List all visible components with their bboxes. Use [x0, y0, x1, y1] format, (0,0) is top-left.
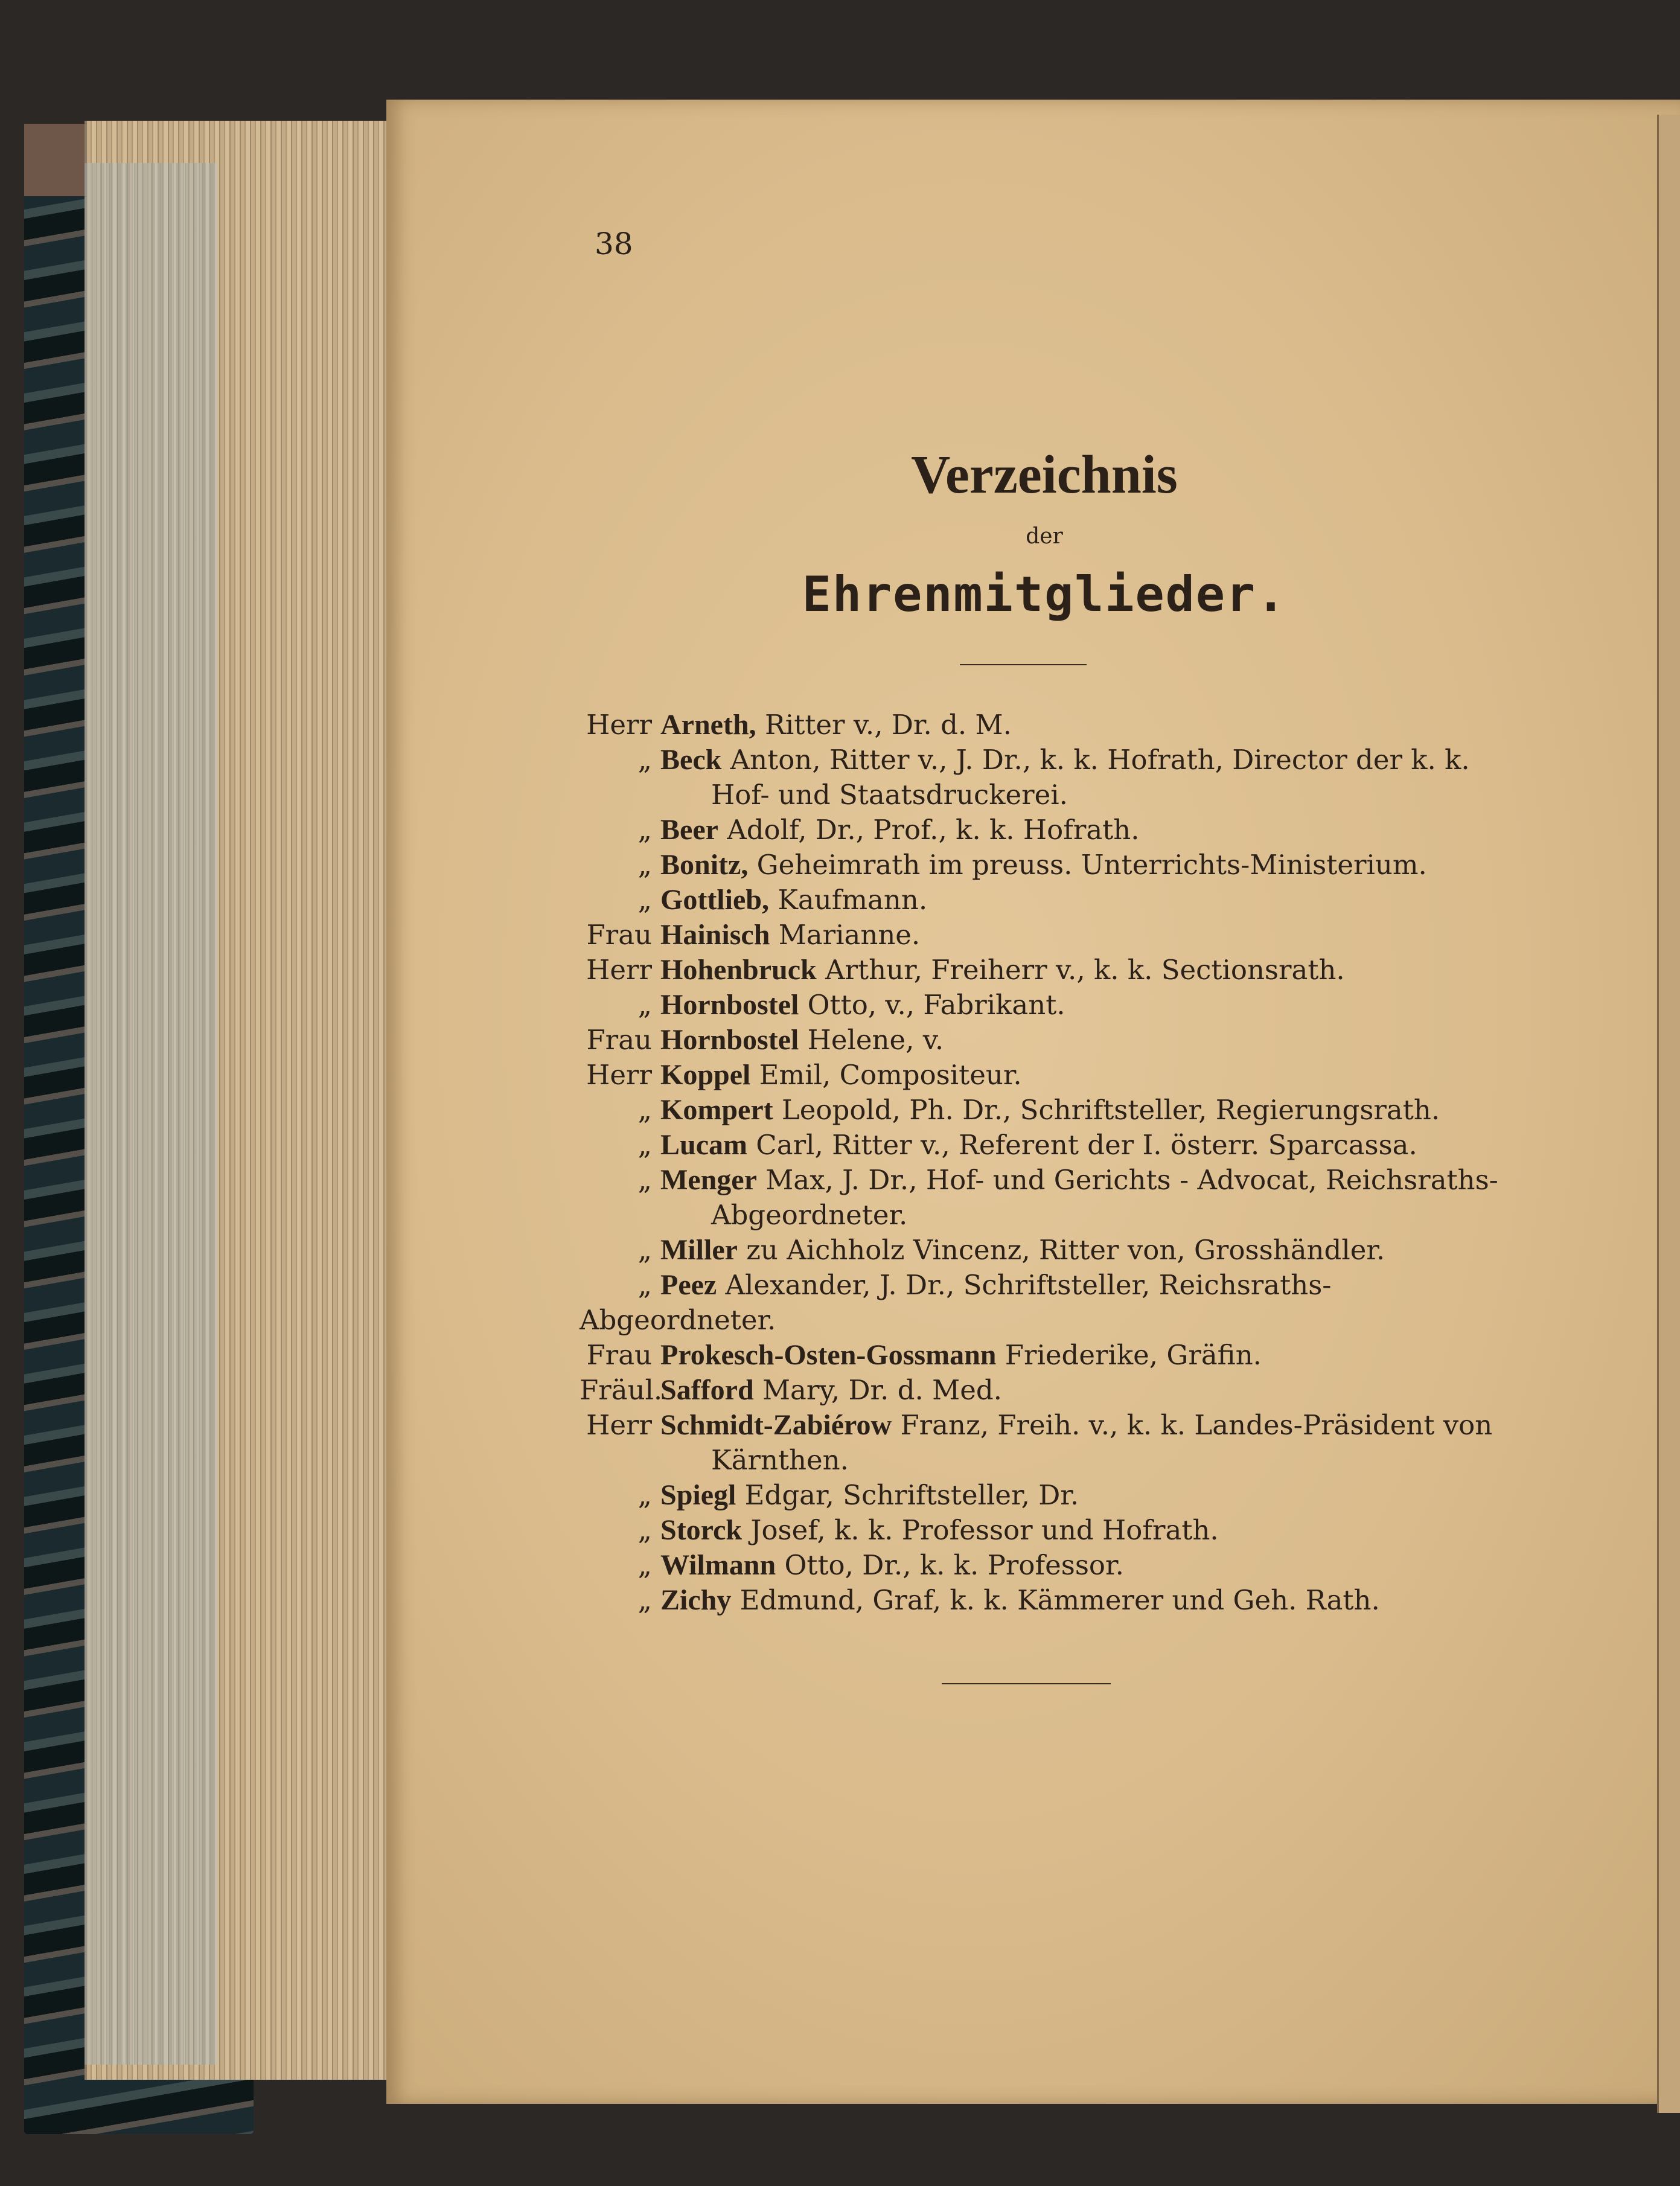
entry-salutation: „	[637, 989, 652, 1021]
entry-salutation: „	[637, 1164, 652, 1196]
list-item	[580, 1373, 1509, 1408]
entry-name: Storck	[660, 1514, 743, 1546]
entry-salutation: „	[637, 1549, 652, 1581]
entry-continuation: Hof- und Staatsdruckerei.	[711, 779, 1068, 811]
list-item	[580, 743, 1509, 813]
entry-salutation: „	[637, 1129, 652, 1161]
entry-salutation: „	[637, 1479, 652, 1511]
entry-salutation: „	[637, 1094, 652, 1126]
entry-name: Miller	[660, 1234, 738, 1266]
list-item	[580, 1548, 1509, 1583]
entry-name: Kompert	[660, 1094, 773, 1126]
entry-salutation: „	[637, 1514, 652, 1546]
entry-name: Bonitz,	[660, 849, 749, 881]
entry-details: Helene, v.	[799, 1024, 944, 1056]
entry-details: Franz, Freih. v., k. k. Landes-Präsident von	[892, 1409, 1493, 1441]
title-connector: der	[1026, 524, 1063, 549]
list-item	[580, 1408, 1509, 1478]
entry-salutation: Herr	[586, 1059, 652, 1091]
entry-name: Gottlieb,	[660, 884, 769, 916]
list-item	[580, 1583, 1509, 1618]
entry-name: Spiegl	[660, 1479, 736, 1511]
entry-salutation: „	[637, 849, 652, 881]
list-item	[580, 953, 1509, 988]
entry-name: Hohenbruck	[660, 954, 817, 986]
entry-details: Max, J. Dr., Hof- und Gerichts - Advocat, Reichsraths-	[756, 1164, 1498, 1196]
list-item	[580, 918, 1509, 953]
list-item	[580, 1163, 1509, 1233]
entry-salutation: „	[637, 1234, 652, 1266]
entry-name: Hornbostel	[660, 1024, 799, 1056]
member-list	[580, 708, 1509, 1618]
entry-details: Adolf, Dr., Prof., k. k. Hofrath.	[718, 814, 1140, 846]
page-number: 38	[595, 226, 633, 261]
entry-details: Edmund, Graf, k. k. Kämmerer und Geh. Rath.	[731, 1584, 1380, 1616]
page-subtitle: Ehrenmitglieder.	[802, 566, 1287, 622]
entry-salutation: Frau	[586, 1339, 652, 1371]
entry-details: Alexander, J. Dr., Schriftsteller, Reichsraths-Abgeordneter.	[580, 1269, 1332, 1336]
list-item	[580, 883, 1509, 918]
entry-details: Otto, Dr., k. k. Professor.	[776, 1549, 1124, 1581]
entry-salutation: Fräul.	[580, 1374, 663, 1406]
list-item	[580, 1338, 1509, 1373]
entry-name: Lucam	[660, 1129, 747, 1161]
heading-block	[743, 0, 1346, 724]
entry-details: Geheimrath im preuss. Unterrichts-Ministerium.	[748, 849, 1427, 881]
entry-details: zu Aichholz Vincenz, Ritter von, Grosshändler.	[737, 1234, 1385, 1266]
entry-salutation: Herr	[586, 954, 652, 986]
list-item	[580, 1268, 1509, 1338]
entry-details: Kaufmann.	[768, 884, 928, 916]
list-item	[580, 708, 1509, 743]
entry-details: Carl, Ritter v., Referent der I. österr. Sparcassa.	[747, 1129, 1417, 1161]
entry-salutation: „	[637, 884, 652, 916]
entry-details: Ritter v., Dr. d. M.	[756, 709, 1012, 741]
list-item	[580, 1128, 1509, 1163]
bottom-divider	[942, 1683, 1111, 1684]
list-item	[580, 1058, 1509, 1093]
entry-salutation: Frau	[586, 1024, 652, 1056]
list-item	[580, 1478, 1509, 1513]
list-item	[580, 1023, 1509, 1058]
entry-details: Friederike, Gräfin.	[996, 1339, 1262, 1371]
list-item	[580, 848, 1509, 883]
top-divider	[960, 664, 1087, 665]
entry-name: Beer	[660, 814, 718, 846]
entry-name: Schmidt-Zabiérow	[660, 1409, 892, 1441]
entry-name: Peez	[660, 1269, 717, 1301]
entry-salutation: „	[637, 1584, 652, 1616]
entry-continuation: Kärnthen.	[711, 1444, 849, 1476]
entry-details: Arthur, Freiherr v., k. k. Sectionsrath.	[816, 954, 1345, 986]
entry-details: Emil, Compositeur.	[750, 1059, 1022, 1091]
entry-name: Wilmann	[660, 1549, 776, 1581]
page-title: Verzeichnis	[911, 445, 1178, 505]
list-item	[580, 1513, 1509, 1548]
entry-salutation: „	[637, 814, 652, 846]
entry-details: Josef, k. k. Professor und Hofrath.	[742, 1514, 1219, 1546]
entry-details: Edgar, Schriftsteller, Dr.	[736, 1479, 1079, 1511]
entry-continuation: Abgeordneter.	[711, 1199, 908, 1231]
entry-name: Beck	[660, 744, 722, 776]
entry-name: Hainisch	[660, 919, 770, 951]
entry-name: Hornbostel	[660, 989, 799, 1021]
entry-details: Otto, v., Fabrikant.	[799, 989, 1065, 1021]
entry-details: Marianne.	[770, 919, 921, 951]
entry-salutation: Herr	[586, 709, 652, 741]
entry-name: Safford	[660, 1374, 754, 1406]
entry-details: Mary, Dr. d. Med.	[753, 1374, 1002, 1406]
entry-name: Zichy	[660, 1584, 732, 1616]
list-item	[580, 1093, 1509, 1128]
entry-name: Prokesch-Osten-Gossmann	[660, 1339, 997, 1371]
entry-name: Arneth,	[660, 709, 756, 741]
entry-details: Anton, Ritter v., J. Dr., k. k. Hofrath, Director der k. k.	[721, 744, 1470, 776]
entry-salutation: „	[637, 744, 652, 776]
entry-salutation: Herr	[586, 1409, 652, 1441]
entry-details: Leopold, Ph. Dr., Schriftsteller, Regierungsrath.	[773, 1094, 1440, 1126]
entry-name: Menger	[660, 1164, 757, 1196]
entry-salutation: „	[637, 1269, 652, 1301]
entry-salutation: Frau	[586, 919, 652, 951]
list-item	[580, 1233, 1509, 1268]
list-item	[580, 988, 1509, 1023]
entry-name: Koppel	[660, 1059, 751, 1091]
list-item	[580, 813, 1509, 848]
